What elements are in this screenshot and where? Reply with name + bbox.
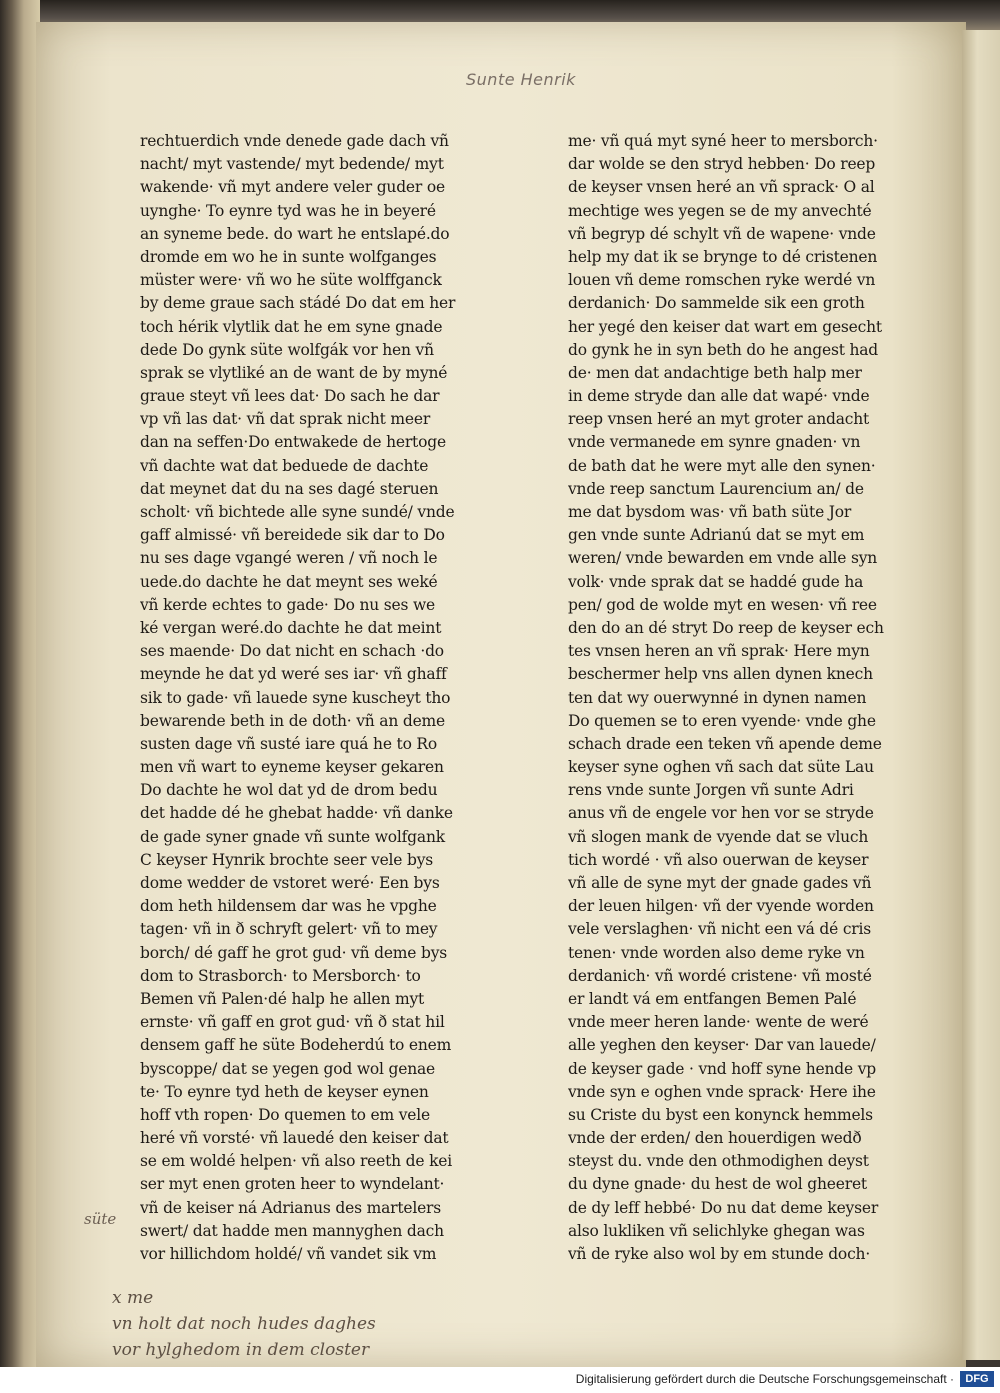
text-line: mechtige wes yegen se de my anvechté <box>568 201 872 220</box>
text-line: beschermer help vns allen dynen knech <box>568 665 873 684</box>
text-line: de keyser vnsen heré an vñ sprack· O al <box>568 178 875 197</box>
text-line: hoff vth ropen· Do quemen to em vele <box>140 1105 430 1124</box>
text-line: Bemen vñ Palen·dé halp he allen myt <box>140 989 425 1008</box>
book-left-edge <box>0 0 40 1393</box>
text-line: vnde reep sanctum Laurencium an/ de <box>568 479 864 498</box>
text-line: se em woldé helpen· vñ also reeth de kei <box>140 1152 452 1171</box>
text-line: bewarende beth in de doth· vñ an deme <box>140 711 446 730</box>
text-line: derdanich· Do sammelde sik een groth <box>568 294 865 313</box>
text-line: dan na seffen·Do entwakede de hertoge <box>140 433 446 452</box>
text-line: susten dage vñ susté iare quá he to Ro <box>140 734 438 753</box>
text-line: müster were· vñ wo he süte wolffganck <box>140 271 442 290</box>
text-line: vele verslaghen· vñ nicht een vá dé cris <box>568 920 872 939</box>
text-line: do gynk he in syn beth do he angest had <box>568 340 879 359</box>
text-line: men vñ wart to eyneme keyser gekaren <box>140 758 444 777</box>
text-line: dom to Strasborch· to Mersborch· to <box>140 966 421 985</box>
text-line: de keyser gade · vnd hoff syne hende vp <box>568 1059 876 1078</box>
text-line: ses maende· Do dat nicht en schach ·do <box>140 642 444 661</box>
text-line: su Criste du byst een konynck hemmels <box>568 1105 873 1124</box>
text-line: Do quemen se to eren vyende· vnde ghe <box>568 711 876 730</box>
text-line: vñ dachte wat dat beduede de dachte <box>140 456 429 475</box>
left-text-column <box>140 130 492 1266</box>
text-line: weren/ vnde bewarden em vnde alle syn <box>568 549 878 568</box>
text-line: schach drade een teken vñ apende deme <box>568 734 882 753</box>
text-line: vp vñ las dat· vñ dat sprak nicht meer <box>140 410 431 429</box>
text-line: de dy leff hebbé· Do nu dat deme keyser <box>568 1198 879 1217</box>
text-line: borch/ dé gaff he grot gud· vñ deme bys <box>140 943 448 962</box>
footer-bar <box>0 1367 1000 1393</box>
text-line: derdanich· vñ wordé cristene· vñ mosté <box>568 966 872 985</box>
text-line: vñ alle de syne myt der gnade gades vñ <box>568 874 872 892</box>
text-line: vor hillichdom holdé/ vñ vandet sik vm <box>140 1245 437 1263</box>
text-line: help my dat ik se brynge to dé cristenen <box>568 247 878 266</box>
text-line: dede Do gynk süte wolfgák vor hen vñ <box>140 340 434 359</box>
text-line: er landt vá em entfangen Bemen Palé <box>568 989 857 1008</box>
text-line: der leuen hilgen· vñ der vyende worden <box>568 897 874 916</box>
text-line: dar wolde se den stryd hebben· Do reep <box>568 155 876 174</box>
text-line: de bath dat he were myt alle den synen· <box>568 456 876 475</box>
text-line: wakende· vñ myt andere veler guder oe <box>140 178 445 197</box>
text-line: Do dachte he wol dat yd de drom bedu <box>140 781 438 800</box>
text-line: uede.do dachte he dat meynt ses weké <box>140 572 438 591</box>
text-line: ten dat wy ouerwynné in dynen namen <box>568 688 867 707</box>
text-line: vnde vermanede em synre gnaden· vn <box>568 433 861 452</box>
text-line: tich wordé · vñ also ouerwan de keyser <box>568 850 869 869</box>
text-line: meynde he dat yd weré ses iar· vñ ghaff <box>140 665 447 684</box>
text-line: toch hérik vlytlik dat he em syne gnade <box>140 317 443 336</box>
text-line: an syneme bede. do wart he entslapé.do <box>140 224 450 243</box>
text-line: vñ kerde echtes to gade· Do nu ses we <box>140 595 436 614</box>
text-line: uynghe· To eynre tyd was he in beyeré <box>140 201 436 220</box>
right-page-edge <box>962 30 1000 1360</box>
text-line: sik to gade· vñ lauede syne kuscheyt tho <box>140 688 451 707</box>
handwritten-notes <box>112 1285 532 1363</box>
text-line: tes vnsen heren an vñ sprak· Here myn <box>568 642 870 661</box>
text-line: anus vñ de engele vor hen vor se stryde <box>568 804 874 823</box>
text-line: her yegé den keiser dat wart em gesecht <box>568 317 882 336</box>
text-line: dom heth hildensem dar was he vpghe <box>140 897 437 916</box>
text-line: vnde meer heren lande· wente de weré <box>568 1013 869 1032</box>
text-line: alle yeghen den keyser· Dar van lauede/ <box>568 1036 876 1055</box>
text-line: swert/ dat hadde men mannyghen dach <box>140 1221 444 1240</box>
text-line: vnde der erden/ den houerdigen wedð <box>568 1129 862 1148</box>
text-line: rechtuerdich vnde denede gade dach vñ <box>140 132 449 150</box>
text-line: tenen· vnde worden also deme ryke vn <box>568 943 865 962</box>
text-line: ké vergan weré.do dachte he dat meint <box>140 618 442 637</box>
text-line: nu ses dage vgangé weren / vñ noch le <box>140 549 438 568</box>
text-line: reep vnsen heré an myt groter andacht <box>568 410 870 429</box>
text-line: keyser syne oghen vñ sach dat süte Lau <box>568 758 874 777</box>
text-line: te· To eynre tyd heth de keyser eynen <box>140 1082 429 1101</box>
text-line: gaff almissé· vñ bereidede sik dar to Do <box>140 526 445 545</box>
text-line: dat meynet dat du na ses dagé steruen <box>140 479 439 498</box>
text-line: den do an dé stryt Do reep de keyser ech <box>568 618 884 637</box>
text-line: det hadde dé he ghebat hadde· vñ danke <box>140 804 453 823</box>
text-line: graue steyt vñ lees dat· Do sach he dar <box>140 387 440 406</box>
text-line: also lukliken vñ selichlyke ghegan was <box>568 1221 865 1240</box>
handwritten-line: x me <box>112 1288 154 1308</box>
text-line: byscoppe/ dat se yegen god wol genae <box>140 1059 435 1078</box>
dfg-logo: DFG <box>960 1371 994 1387</box>
text-line: vnde syn e oghen vnde sprack· Here ihe <box>568 1082 876 1101</box>
text-line: ser myt enen groten heer to wyndelant· <box>140 1175 445 1194</box>
text-line: by deme graue sach stádé Do dat em her <box>140 294 456 313</box>
text-line: louen vñ deme romschen ryke werdé vn <box>568 271 876 290</box>
text-line: rens vnde sunte Jorgen vñ sunte Adri <box>568 781 854 800</box>
text-line: de· men dat andachtige beth halp mer <box>568 363 862 382</box>
text-line: vñ slogen mank de vyende dat se vluch <box>568 827 869 846</box>
text-line: scholt· vñ bichtede alle syne sundé/ vnde <box>140 503 455 521</box>
text-line: me dat bysdom was· vñ bath süte Jor <box>568 503 852 521</box>
handwritten-line: vor hylghedom in dem closter <box>112 1340 370 1360</box>
footer-credit: Digitalisierung gefördert durch die Deutsche Forschungsgemeinschaft · <box>575 1372 954 1386</box>
text-line: dromde em wo he in sunte wolfganges <box>140 247 437 266</box>
text-line: heré vñ vorsté· vñ lauedé den keiser dat <box>140 1129 449 1148</box>
text-line: du dyne gnade· du hest de wol gheeret <box>568 1175 867 1194</box>
text-line: steyst du. vnde den othmodighen deyst <box>568 1152 869 1171</box>
margin-annotation: süte <box>84 1210 117 1228</box>
text-line: pen/ god de wolde myt en wesen· vñ ree <box>568 595 877 614</box>
text-line: ernste· vñ gaff en grot gud· vñ ð stat hil <box>140 1013 445 1032</box>
handwritten-line: vn holt dat noch hudes daghes <box>112 1314 376 1334</box>
text-line: nacht/ myt vastende/ myt bedende/ myt <box>140 155 444 174</box>
text-line: volk· vnde sprak dat se haddé gude ha <box>568 572 864 591</box>
text-line: gen vnde sunte Adrianú dat se myt em <box>568 526 865 545</box>
text-line: dome wedder de vstoret weré· Een bys <box>140 874 440 892</box>
text-line: vñ de ryke also wol by em stunde doch· <box>568 1245 871 1263</box>
text-line: de gade syner gnade vñ sunte wolfgank <box>140 827 445 846</box>
text-line: C keyser Hynrik brochte seer vele bys <box>140 850 434 869</box>
text-line: sprak se vlytliké an de want de by myné <box>140 363 448 382</box>
folio-heading: Sunte Henrik <box>466 70 576 89</box>
text-line: me· vñ quá myt syné heer to mersborch· <box>568 132 878 150</box>
text-line: tagen· vñ in ð schryft gelert· vñ to mey <box>140 920 438 939</box>
right-text-column <box>568 130 920 1266</box>
text-line: vñ de keiser ná Adrianus des martelers <box>140 1198 442 1217</box>
text-line: vñ begryp dé schylt vñ de wapene· vnde <box>568 224 876 243</box>
text-line: densem gaff he süte Bodeherdú to enem <box>140 1036 452 1055</box>
text-line: in deme stryde dan alle dat wapé· vnde <box>568 387 870 406</box>
